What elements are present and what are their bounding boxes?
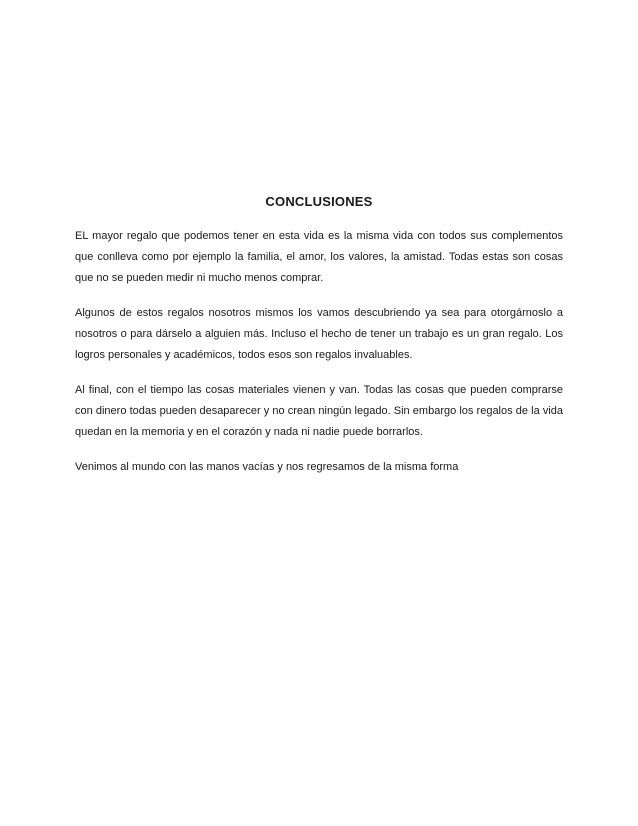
- paragraph-2: Algunos de estos regalos nosotros mismos los vamos descubriendo ya sea para otorgárnoslo a nosotros o para dárselo a alguien más. Incluso el hecho de tener un trabajo es un gran regalo. Los logros personales y académicos, todos esos son regalos invaluables.: [75, 307, 563, 361]
- paragraph-1: EL mayor regalo que podemos tener en esta vida es la misma vida con todos sus complementos que conlleva como por ejemplo la familia, el amor, los valores, la amistad. Todas estas son cosas que no se pueden medir ni mucho menos comprar.: [75, 230, 563, 284]
- paragraph-4: Venimos al mundo con las manos vacías y nos regresamos de la misma forma: [75, 461, 459, 473]
- document-body: [75, 226, 563, 492]
- paragraph-3: Al final, con el tiempo las cosas materiales vienen y van. Todas las cosas que pueden comprarse con dinero todas pueden desaparecer y no crean ningún legado. Sin embargo los regalos de la vida quedan en la memoria y en el corazón y nada ni nadie puede borrarlos.: [75, 384, 563, 438]
- page-title: CONCLUSIONES: [265, 194, 373, 209]
